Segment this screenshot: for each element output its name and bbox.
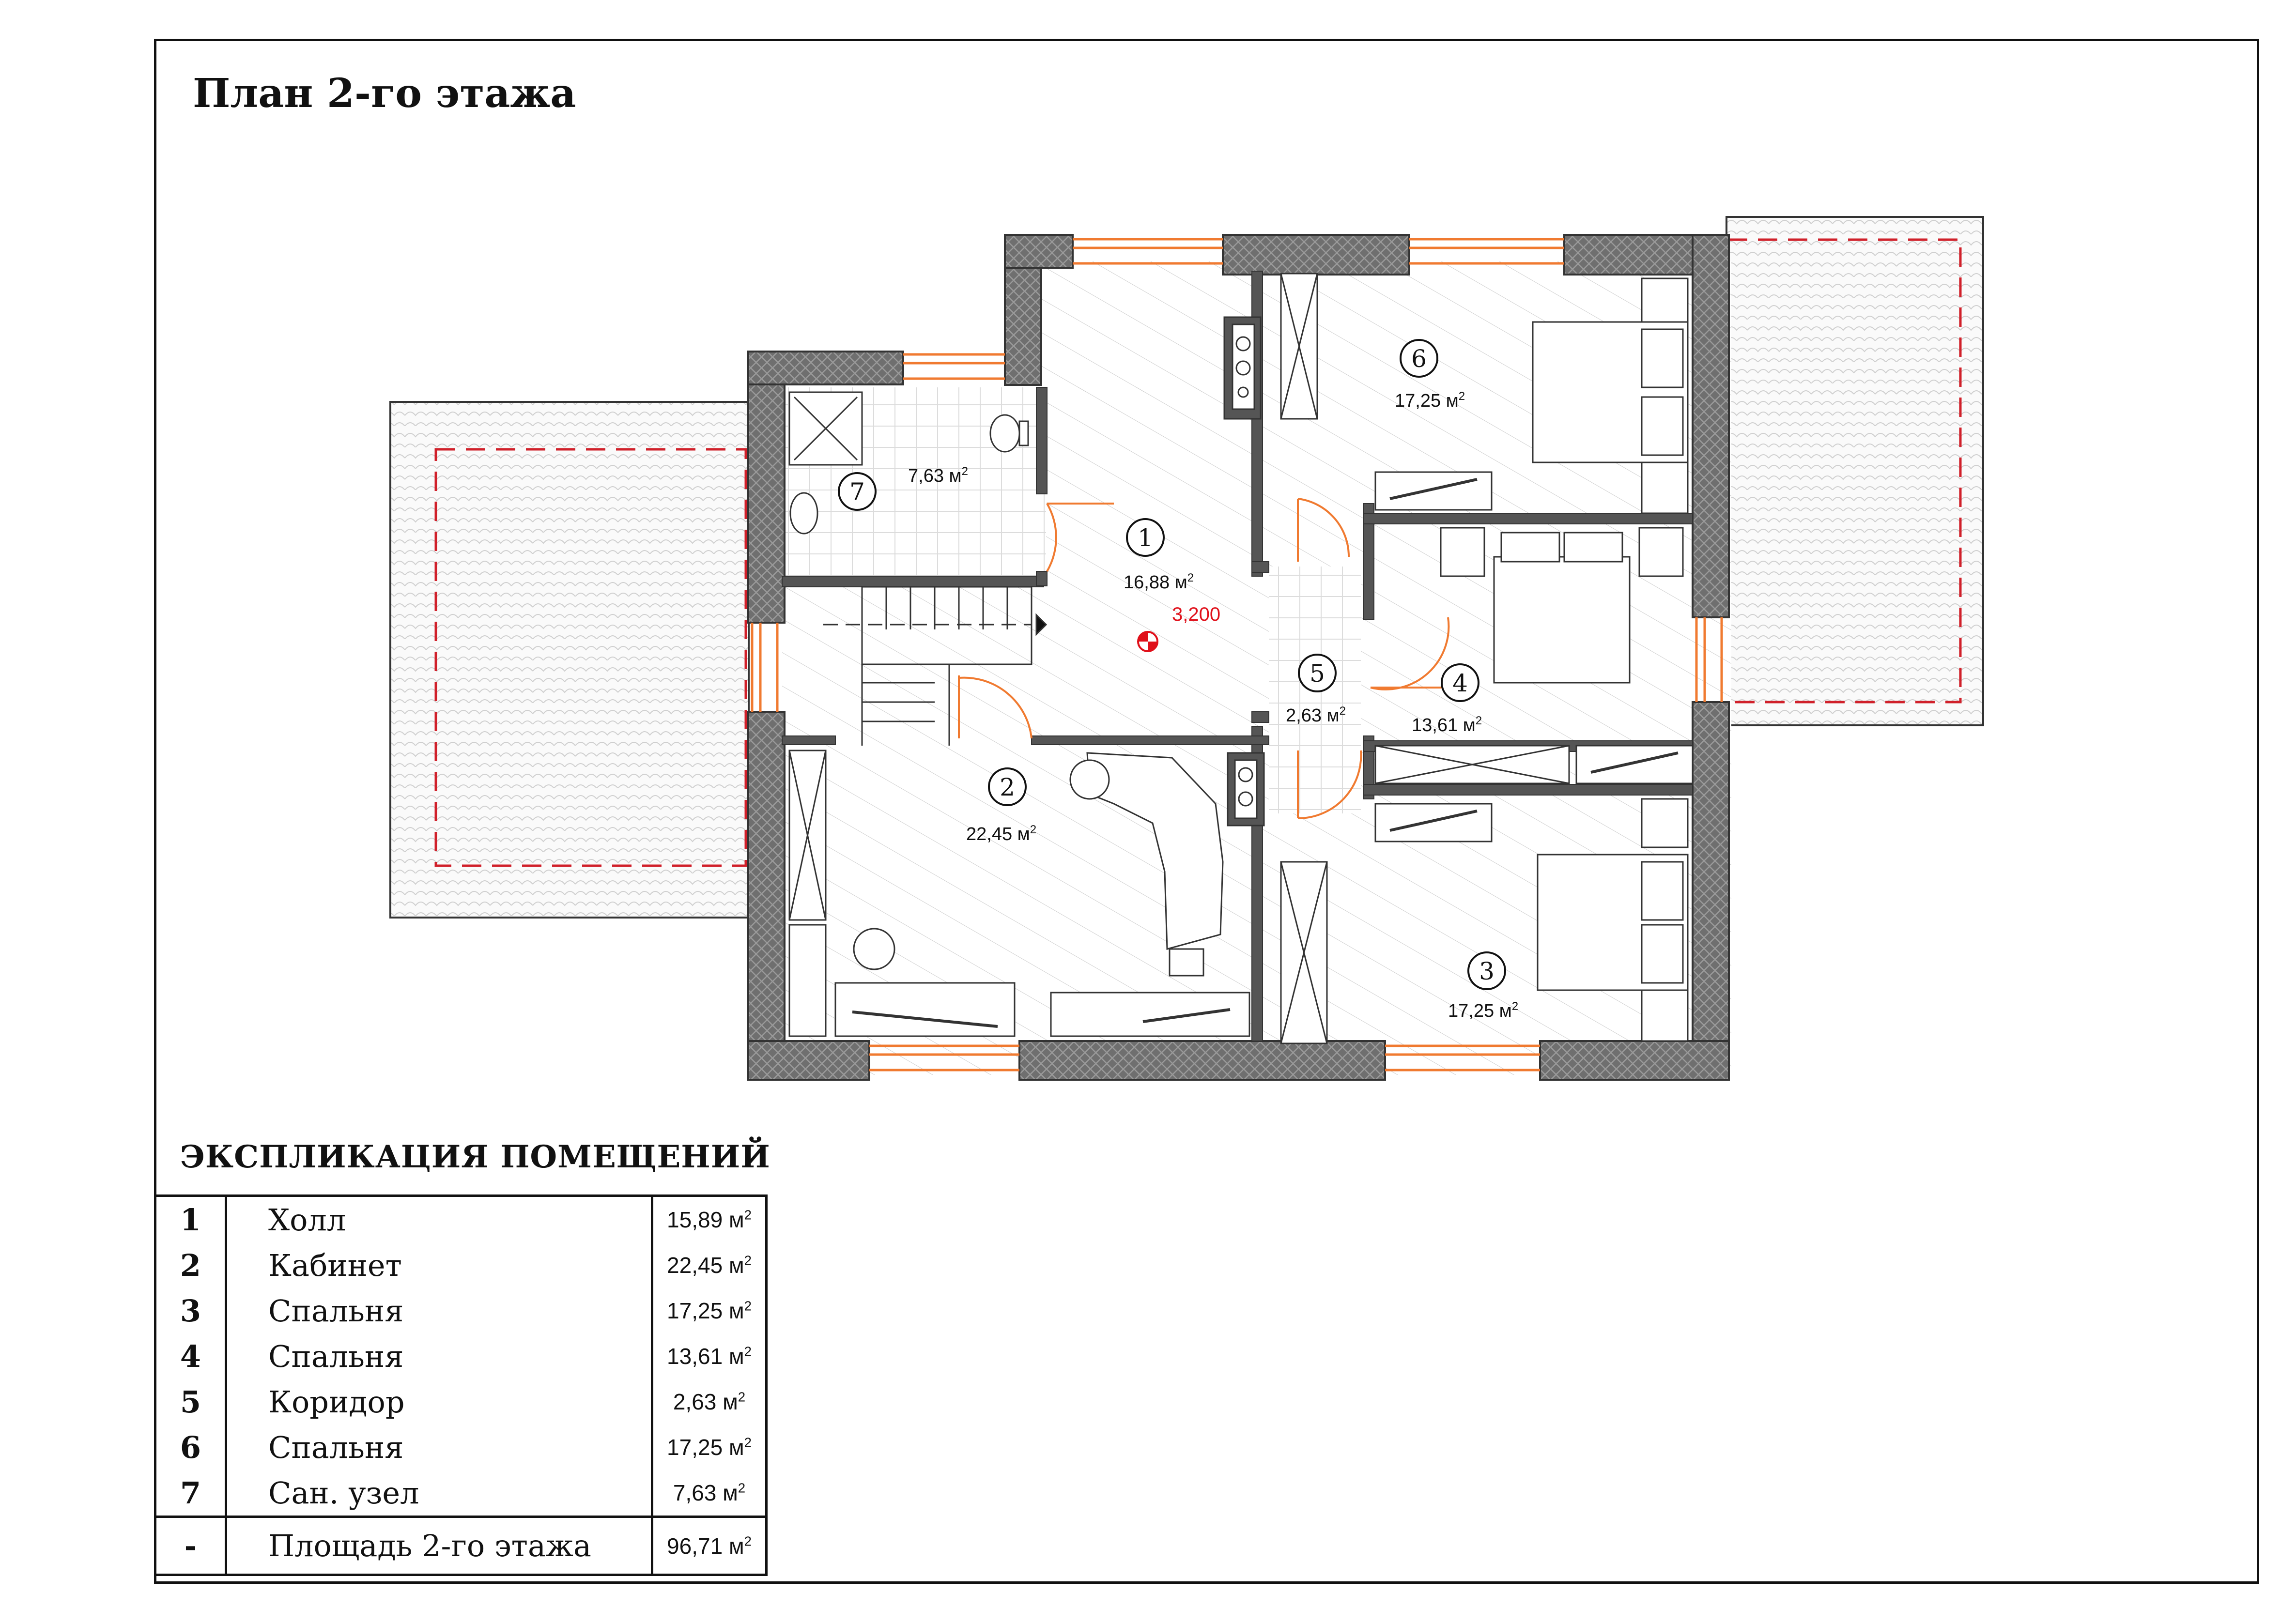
room-number: 2	[1000, 773, 1015, 801]
room-area: 17,25 $м^2$	[652, 1424, 767, 1470]
total-label: Площадь 2-го этажа	[226, 1517, 652, 1575]
room-area: 17,25 $м^2$	[652, 1288, 767, 1333]
table-total-row	[155, 1517, 767, 1575]
room-area: 2,63 $м^2$	[652, 1379, 767, 1424]
room-name: Коридор	[226, 1379, 652, 1424]
room-area: 22,45 $м^2$	[652, 1242, 767, 1288]
room-number: 7	[849, 478, 865, 506]
room-name: Холл	[226, 1196, 652, 1243]
room-name: Кабинет	[226, 1242, 652, 1288]
room-area: 13,61	[1412, 715, 1458, 735]
room-area: 7,63	[908, 466, 944, 486]
room-area: 13,61 $м^2$	[652, 1333, 767, 1379]
room-number: 1	[155, 1196, 226, 1243]
room-number: 4	[155, 1333, 226, 1379]
total-area: 96,71 $м^2$	[652, 1517, 767, 1575]
room-number: 1	[1138, 524, 1153, 552]
room-number: 2	[155, 1242, 226, 1288]
room-number: 7	[155, 1470, 226, 1517]
roof-left	[390, 402, 749, 918]
room-number: 3	[1479, 957, 1495, 985]
svg-text:16,88 м2: 16,88 $м^2$	[1124, 571, 1194, 593]
room-area: 17,25	[1448, 1001, 1495, 1021]
total-marker: -	[155, 1517, 226, 1575]
table-row	[155, 1288, 767, 1333]
room-area: 2,63	[1286, 705, 1322, 726]
table-row	[155, 1379, 767, 1424]
room-number: 3	[155, 1288, 226, 1333]
svg-text:7,63 м2: 7,63 $м^2$	[908, 465, 969, 486]
room-number: 4	[1452, 669, 1468, 697]
room-number: 5	[1310, 659, 1325, 688]
room-area: 16,88	[1124, 572, 1170, 593]
room-number: 5	[155, 1379, 226, 1424]
room-area: 7,63 $м^2$	[652, 1470, 767, 1517]
table-row	[155, 1424, 767, 1470]
page-title: План 2-го этажа	[193, 70, 576, 117]
room-area: 17,25	[1395, 391, 1441, 411]
table-row	[155, 1470, 767, 1517]
svg-text:17,25 м2: 17,25 $м^2$	[1448, 1000, 1519, 1021]
table-row	[155, 1333, 767, 1379]
room-name: Спальня	[226, 1288, 652, 1333]
room-area: 22,45	[966, 824, 1013, 844]
svg-text:13,61 м2: 13,61 $м^2$	[1412, 714, 1482, 735]
room-area: 15,89 $м^2$	[652, 1196, 767, 1243]
roof-right	[1726, 217, 1983, 725]
svg-text:2,63 м2: 2,63 $м^2$	[1286, 704, 1346, 726]
table-row	[155, 1242, 767, 1288]
room-name: Спальня	[226, 1424, 652, 1470]
room-number: 6	[155, 1424, 226, 1470]
explication-table	[154, 1194, 768, 1576]
level-mark-value: 3,200	[1172, 604, 1221, 625]
svg-text:22,45 м2: 22,45 $м^2$	[966, 823, 1037, 844]
explication-title: ЭКСПЛИКАЦИЯ ПОМЕЩЕНИЙ	[180, 1139, 770, 1175]
table-row	[155, 1196, 767, 1243]
room-number: 6	[1411, 345, 1427, 373]
room-name: Спальня	[226, 1333, 652, 1379]
room-name: Сан. узел	[226, 1470, 652, 1517]
svg-text:17,25 м2: 17,25 $м^2$	[1395, 390, 1465, 411]
